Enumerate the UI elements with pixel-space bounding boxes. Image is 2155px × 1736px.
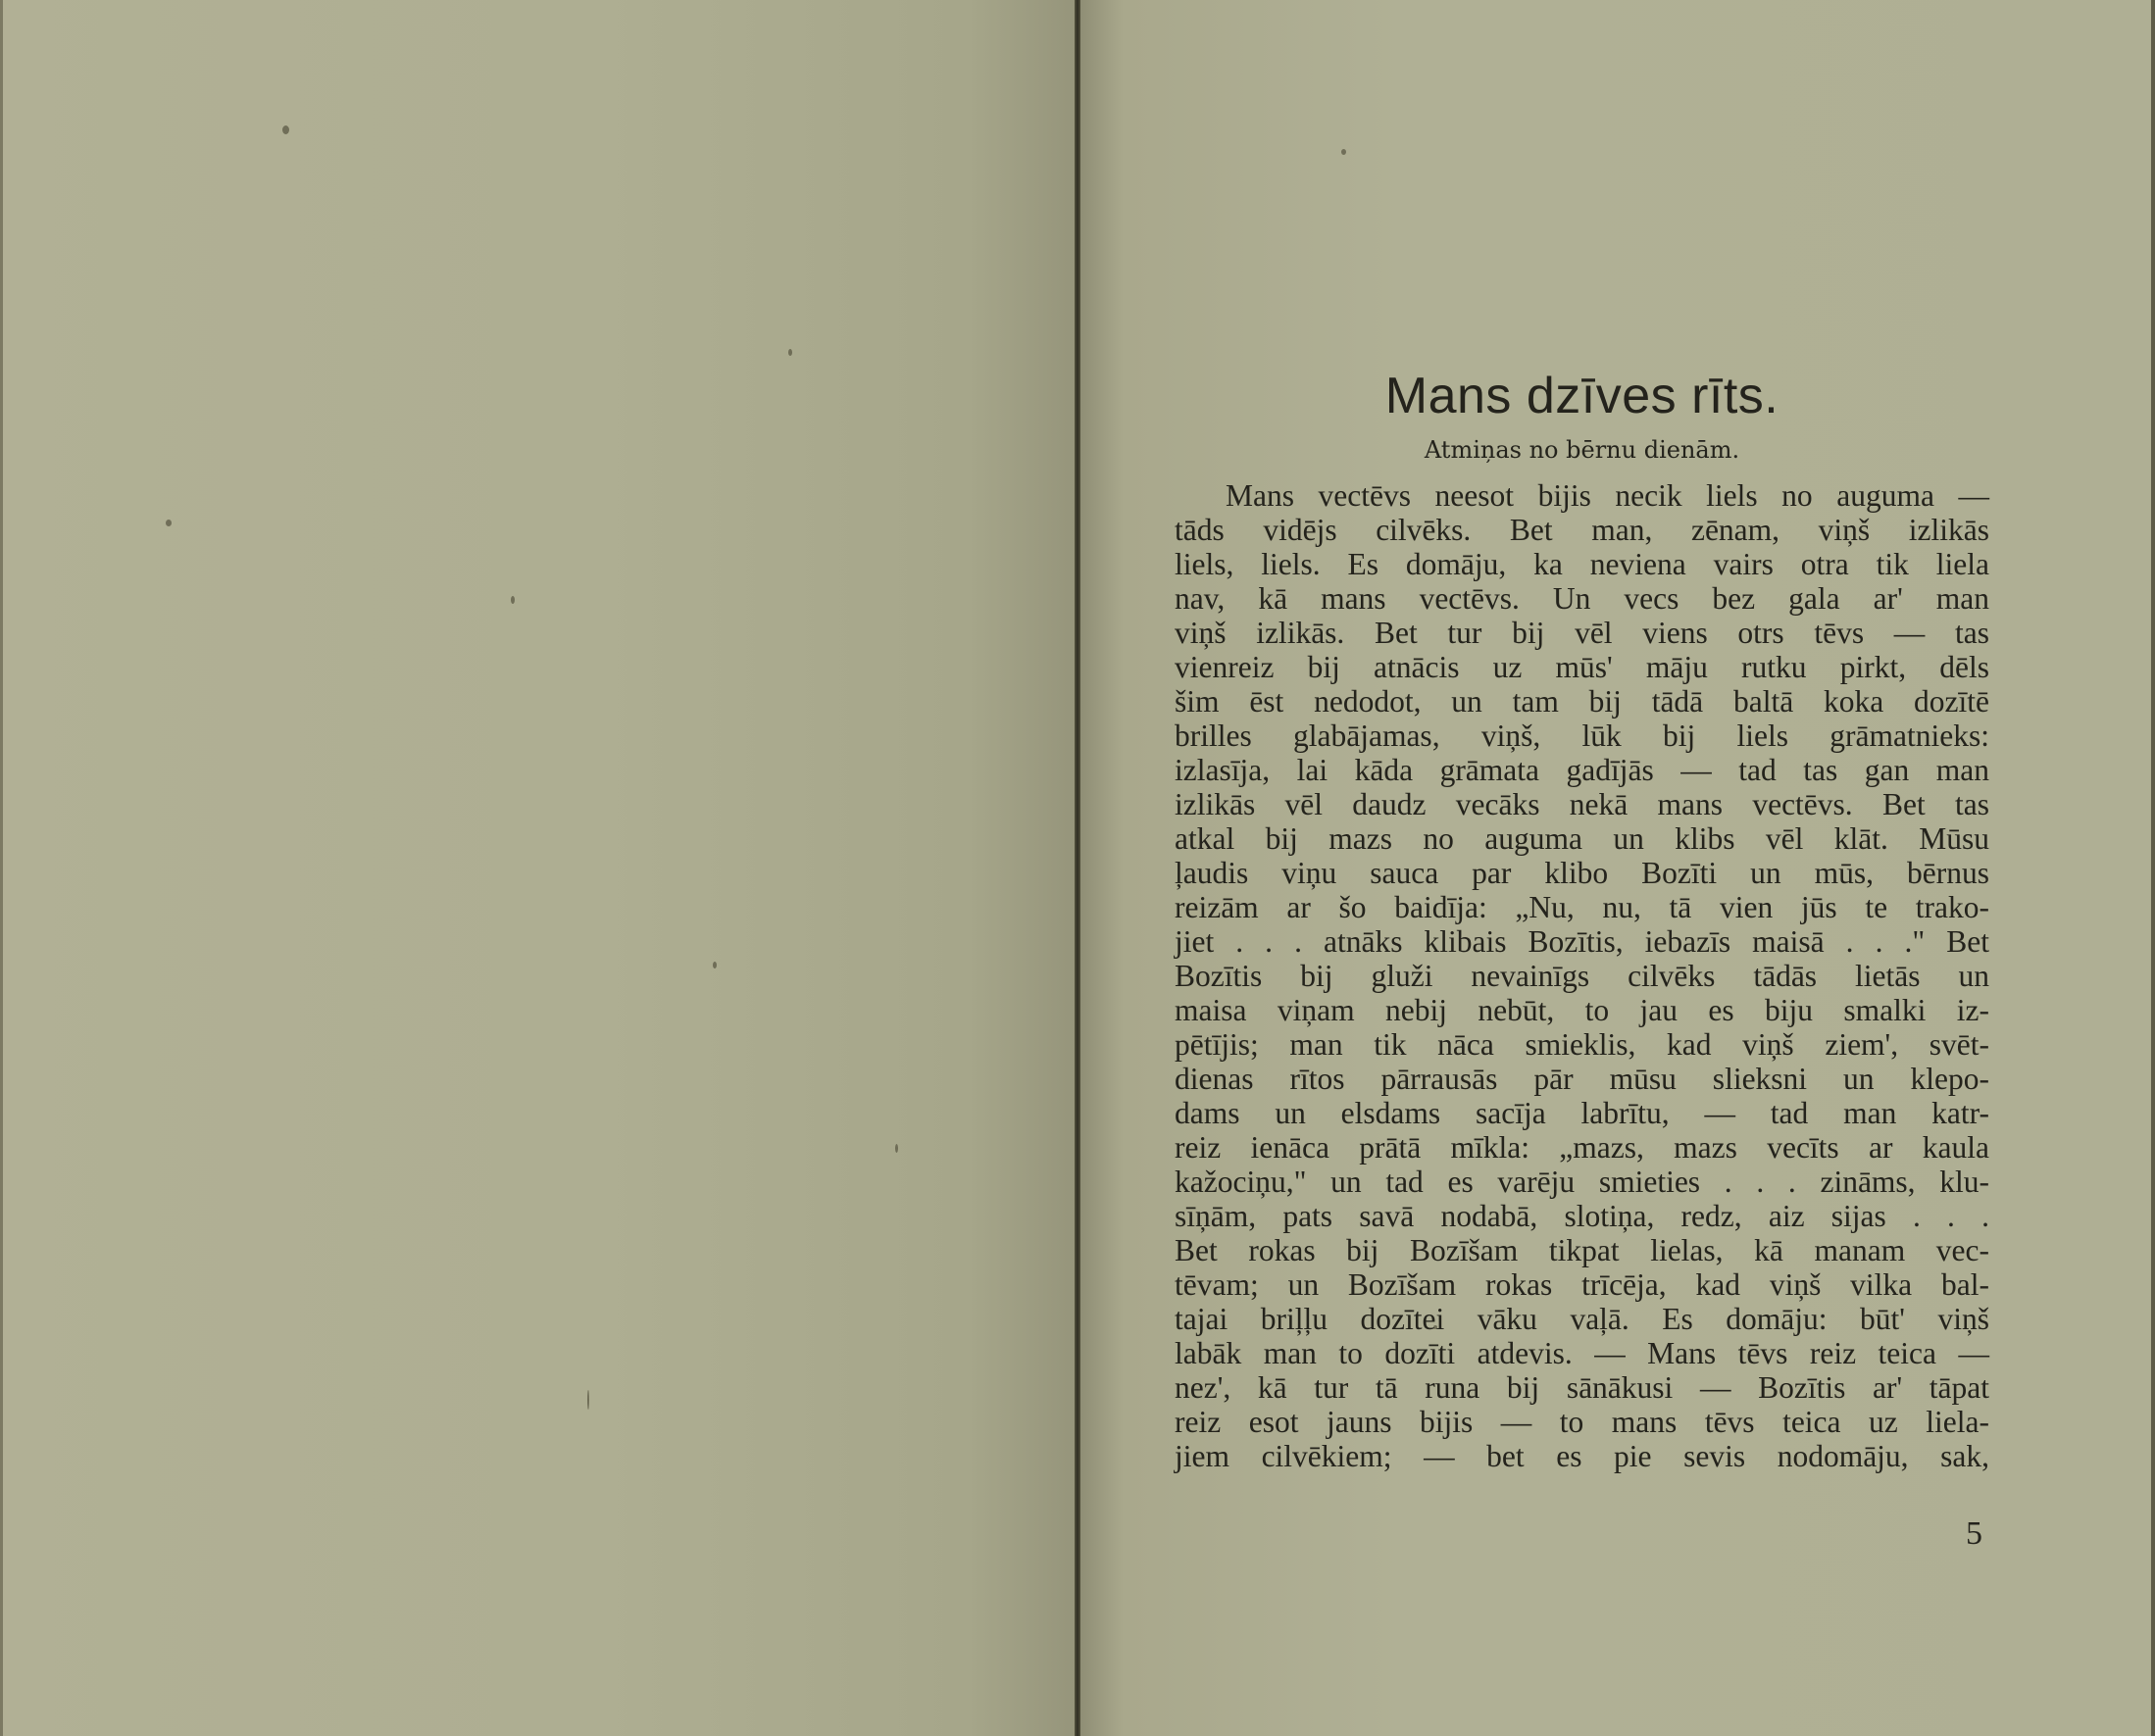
text-line: jiem cilvēkiem; — bet es pie sevis nodomāju, sak, (1175, 1439, 1989, 1473)
text-line: šim ēst nedodot, un tam bij tādā baltā koka dozītē (1175, 684, 1989, 719)
page-number: 5 (1966, 1515, 1982, 1552)
text-line: liels, liels. Es domāju, ka neviena vairs otra tik liela (1175, 547, 1989, 581)
chapter-subtitle: Atmiņas no bērnu dienām. (1424, 436, 1740, 464)
text-line: atkal bij mazs no auguma un klibs vēl klāt. Mūsu (1175, 821, 1989, 856)
text-line: Bet rokas bij Bozīšam tikpat lielas, kā manam vec- (1175, 1233, 1989, 1267)
paper-speck (587, 1390, 589, 1410)
text-line: brilles glabājamas, viņš, lūk bij liels grāmatnieks: (1175, 719, 1989, 753)
text-line: dams un elsdams sacīja labrītu, — tad man katr- (1175, 1096, 1989, 1130)
body-paragraph (1175, 478, 1989, 1473)
text-line: nav, kā mans vectēvs. Un vecs bez gala ar' man (1175, 581, 1989, 616)
text-line: reiz esot jauns bijis — to mans tēvs teica uz liela- (1175, 1405, 1989, 1439)
text-line: viņš izlikās. Bet tur bij vēl viens otrs tēvs — tas (1175, 616, 1989, 650)
chapter-title: Mans dzīves rīts. (1384, 368, 1779, 424)
text-line: tajai briļļu dozītei vāku vaļā. Es domāju: būt' viņš (1175, 1302, 1989, 1336)
text-line: izlasīja, lai kāda grāmata gadījās — tad tas gan man (1175, 753, 1989, 787)
text-line: reiz ienāca prātā mīkla: „mazs, mazs vecīts ar kaula (1175, 1130, 1989, 1165)
text-line: tēvam; un Bozīšam rokas trīcēja, kad viņš vilka bal- (1175, 1267, 1989, 1302)
text-line: jiet . . . atnāks klibais Bozītis, iebazīs maisā . . ." Bet (1175, 924, 1989, 959)
paper-speck (895, 1144, 898, 1153)
paper-speck (282, 125, 289, 134)
text-line: reizām ar šo baidīja: „Nu, nu, tā vien jūs te trako- (1175, 890, 1989, 924)
paper-speck (713, 962, 717, 968)
text-line: tāds vidējs cilvēks. Bet man, zēnam, viņš izlikās (1175, 513, 1989, 547)
text-line: dienas rītos pārrausās pār mūsu slieksni un klepo- (1175, 1062, 1989, 1096)
text-line: izlikās vēl daudz vecāks nekā mans vectēvs. Bet tas (1175, 787, 1989, 821)
text-line: Mans vectēvs neesot bijis necik liels no auguma — (1226, 478, 1989, 513)
paper-speck (788, 349, 792, 356)
paper-speck (511, 596, 515, 604)
chapter-text-block (1175, 365, 1989, 1473)
left-page-blank (0, 0, 1075, 1736)
paper-speck (166, 520, 172, 526)
text-line: nez', kā tur tā runa bij sānākusi — Bozītis ar' tāpat (1175, 1370, 1989, 1405)
text-line: pētījis; man tik nāca smieklis, kad viņš ziem', svēt- (1175, 1027, 1989, 1062)
text-line: maisa viņam nebij nebūt, to jau es biju smalki iz- (1175, 993, 1989, 1027)
text-line: labāk man to dozīti atdevis. — Mans tēvs reiz teica — (1175, 1336, 1989, 1370)
text-line: sīņām, pats savā nodabā, slotiņa, redz, aiz sijas . . . (1175, 1199, 1989, 1233)
text-line: kažociņu," un tad es varēju smieties . . . zināms, klu- (1175, 1165, 1989, 1199)
text-line: ļaudis viņu sauca par klibo Bozīti un mūs, bērnus (1175, 856, 1989, 890)
text-line: Bozītis bij gluži nevainīgs cilvēks tādās lietās un (1175, 959, 1989, 993)
paper-speck (1341, 149, 1346, 155)
text-line: vienreiz bij atnācis uz mūs' māju rutku pirkt, dēls (1175, 650, 1989, 684)
